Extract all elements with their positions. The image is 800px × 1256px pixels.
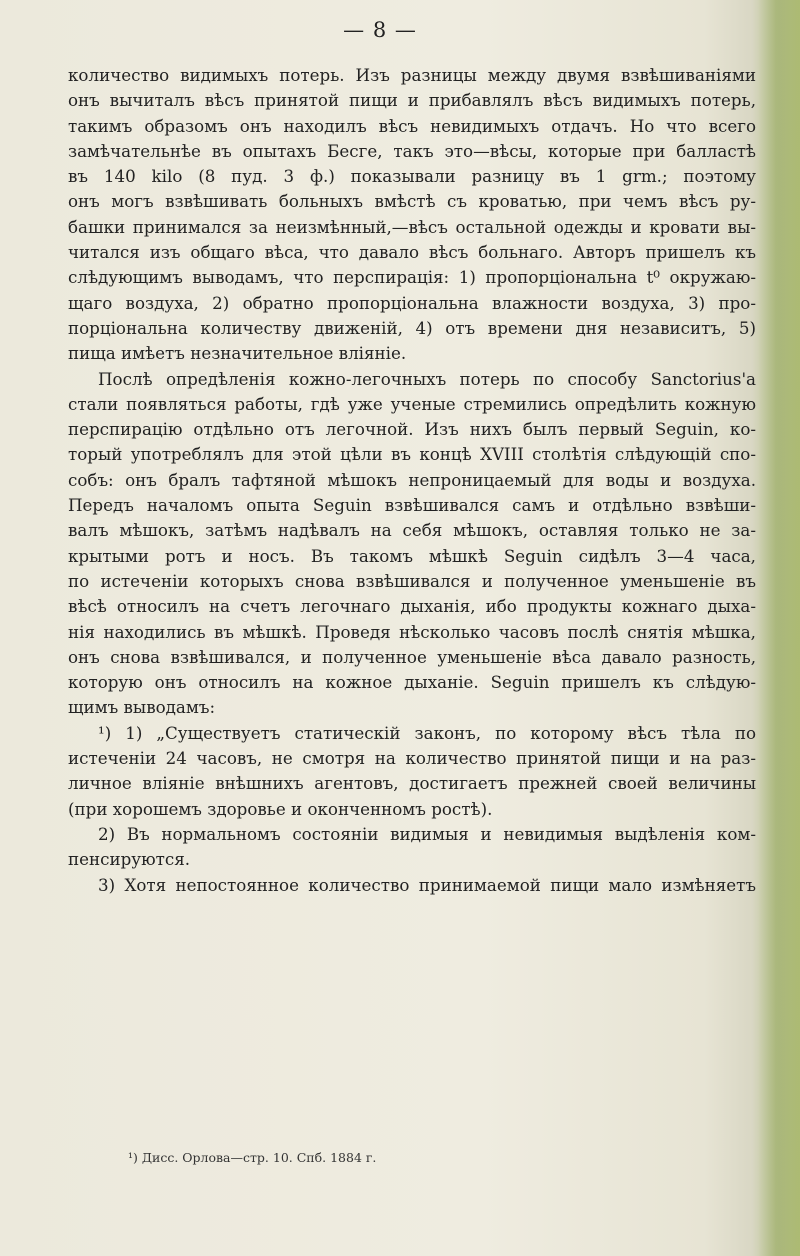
paragraph-5	[68, 873, 756, 898]
text-line: (при хорошемъ здоровье и оконченномъ ростѣ).	[68, 798, 493, 819]
paragraph-2	[68, 367, 756, 721]
text-line: перспирацію отдѣльно отъ легочной. Изъ нихъ былъ первый Seguin, ко-	[68, 419, 756, 440]
text-line: ¹) 1) „Существуетъ статическій законъ, по которому вѣсъ тѣла по	[98, 722, 756, 743]
page-edge-shadow	[758, 0, 800, 1256]
text-line: собъ: онъ бралъ тафтяной мѣшокъ непроницаемый для воды и воздуха.	[68, 469, 756, 490]
text-line: пища имѣетъ незначительное вліяніе.	[68, 343, 407, 364]
text-line: по истеченіи которыхъ снова взвѣшивался и полученное уменьшеніе въ	[68, 570, 756, 591]
text-line: крытыми ротъ и носъ. Въ такомъ мѣшкѣ Seguin сидѣлъ 3—4 часа,	[68, 545, 756, 566]
text-line: порціональна количеству движеній, 4) отъ времени дня независитъ, 5)	[68, 317, 756, 338]
text-line: слѣдующимъ выводамъ, что перспирація: 1) пропорціональна t⁰ окружаю-	[68, 267, 756, 288]
paragraph-4	[68, 822, 756, 873]
text-line: личное вліяніе внѣшнихъ агентовъ, достигаетъ прежней своей величины	[68, 773, 756, 794]
text-line: башки принимался за неизмѣнный,—вѣсъ остальной одежды и кровати вы-	[68, 216, 756, 237]
text-line: щимъ выводамъ:	[68, 697, 216, 718]
text-line: читался изъ общаго вѣса, что давало вѣсъ больнаго. Авторъ пришелъ къ	[68, 242, 756, 263]
text-line: стали появляться работы, гдѣ уже ученые стремились опредѣлить кожную	[68, 393, 756, 414]
text-line: торый употреблялъ для этой цѣли въ концѣ XVIII столѣтія слѣдующій спо-	[68, 444, 756, 465]
text-line: щаго воздуха, 2) обратно пропорціональна влажности воздуха, 3) про-	[68, 292, 756, 313]
text-line: 3) Хотя непостоянное количество принимаемой пищи мало измѣняетъ	[98, 874, 756, 895]
text-line: валъ мѣшокъ, затѣмъ надѣвалъ на себя мѣшокъ, оставляя только не за-	[68, 520, 756, 541]
text-line: замѣчательнѣе въ опытахъ Бесге, такъ это—вѣсы, которые при балластѣ	[68, 140, 756, 161]
text-line: Передъ началомъ опыта Seguin взвѣшивался самъ и отдѣльно взвѣши-	[68, 495, 756, 516]
page-number: — 8 —	[343, 18, 417, 42]
text-line: онъ вычиталъ вѣсъ принятой пищи и прибавлялъ вѣсъ видимыхъ потерь,	[68, 90, 756, 111]
text-line: онъ снова взвѣшивался, и полученное уменьшеніе вѣса давало разность,	[68, 646, 756, 667]
text-line: нія находились въ мѣшкѣ. Проведя нѣсколько часовъ послѣ снятія мѣшка,	[68, 621, 756, 642]
text-line: 2) Въ нормальномъ состояніи видимыя и невидимыя выдѣленія ком-	[98, 823, 756, 844]
text-line: Послѣ опредѣленія кожно-легочныхъ потерь по способу Sanctorius'а	[98, 368, 756, 389]
text-line: въ 140 kilo (8 пуд. 3 ф.) показывали разницу въ 1 grm.; поэтому	[68, 166, 756, 187]
paragraph-1	[68, 63, 756, 367]
text-line: такимъ образомъ онъ находилъ вѣсъ невидимыхъ отдачъ. Но что всего	[68, 115, 756, 136]
text-line: которую онъ относилъ на кожное дыханіе. Seguin пришелъ къ слѣдую-	[68, 672, 756, 693]
text-line: вѣсѣ относилъ на счетъ легочнаго дыханія, ибо продукты кожнаго дыха-	[68, 596, 756, 617]
footnote: ¹) Дисс. Орлова—стр. 10. Спб. 1884 г.	[128, 1150, 377, 1165]
paragraph-3	[68, 721, 756, 822]
text-line: пенсируются.	[68, 849, 191, 870]
text-line: онъ могъ взвѣшивать больныхъ вмѣстѣ съ кроватью, при чемъ вѣсъ ру-	[68, 191, 756, 212]
text-line: количество видимыхъ потерь. Изъ разницы между двумя взвѣшиваніями	[68, 65, 756, 85]
body-text	[68, 63, 756, 898]
text-line: истеченіи 24 часовъ, не смотря на количество принятой пищи и на раз-	[68, 748, 756, 769]
